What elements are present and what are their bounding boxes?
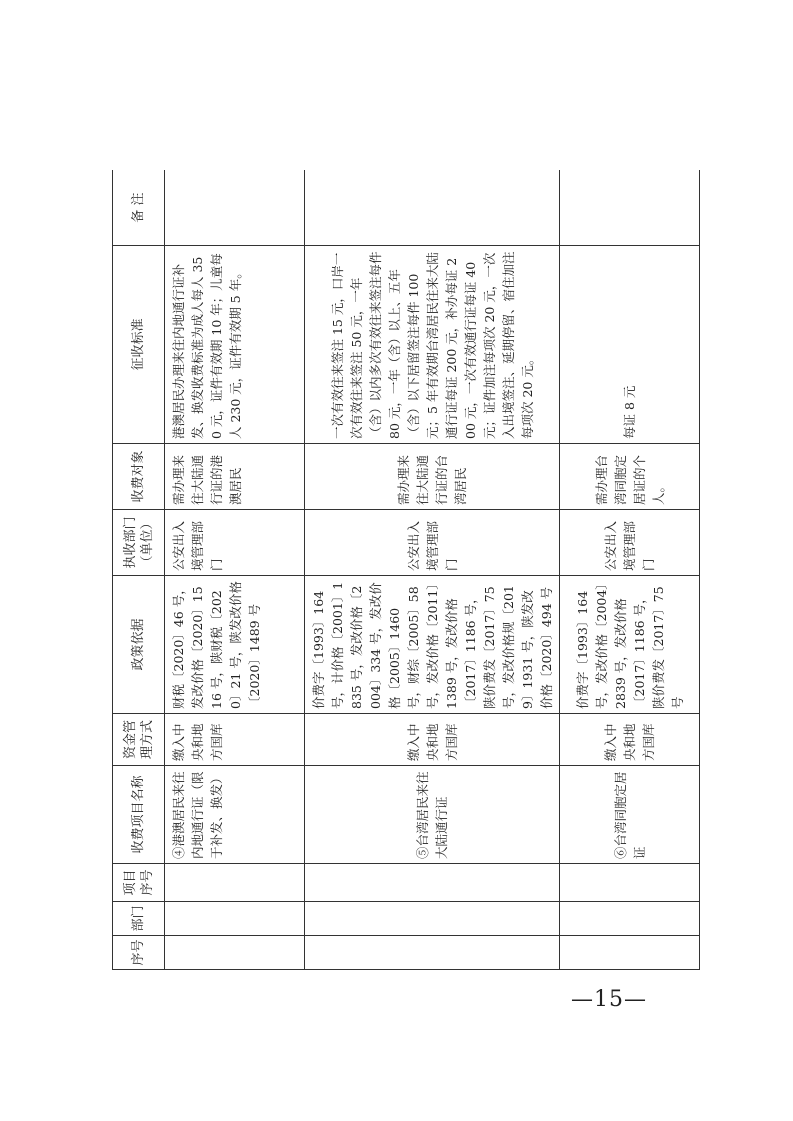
cell-seq <box>165 936 305 970</box>
table-row <box>560 170 700 970</box>
header-payer: 收费对象 <box>113 444 165 510</box>
header-collecting-unit: 执收部门（单位） <box>113 510 165 576</box>
table-header-row <box>113 170 165 970</box>
table-row <box>165 170 305 970</box>
cell-fund-mgmt: 缴入中央和地方国库 <box>165 714 305 766</box>
header-dept: 部门 <box>113 902 165 936</box>
cell-item-name: ⑥台湾同胞定居证 <box>560 766 700 864</box>
cell-collecting-unit: 公安出入境管理部门 <box>305 510 560 576</box>
cell-collecting-unit: 公安出入境管理部门 <box>560 510 700 576</box>
cell-standard: 港澳居民办理来往内地通行证补发、换发收费标准为成人每人 350 元，证件有效期 10 年；儿童每人 230 元，证件有效期 5 年。 <box>165 246 305 444</box>
cell-payer: 需办理台湾同胞定居证的个人。 <box>560 444 700 510</box>
cell-payer: 需办理来往大陆通行证的台湾居民 <box>305 444 560 510</box>
cell-dept <box>560 902 700 936</box>
cell-policy-basis: 价费字〔1993〕164 号，发改价格〔2004〕2839 号，发改价格〔2017〕1186 号，陕价费发〔2017〕75 号 <box>560 576 700 714</box>
cell-policy-basis: 价费字〔1993〕164 号，计价格〔2001〕1835 号，发改价格〔2004〕334 号，发改价格〔2005〕1460 号，财综〔2005〕58 号，发改价格〔2011〕1389 号，发改价格〔2017〕1186 号，陕价费发〔2017〕75 号，发改价格规〔2019〕1931 号，陕发改价格〔2020〕494 号 <box>305 576 560 714</box>
cell-fund-mgmt: 缴入中央和地方国库 <box>305 714 560 766</box>
cell-fund-mgmt: 缴入中央和地方国库 <box>560 714 700 766</box>
cell-standard: 每证 8 元 <box>560 246 700 444</box>
cell-standard: 一次有效往来签注 15 元，口岸一次有效往来签注 50 元，一年（含）以内多次有效往来签注每件 80 元，一年（含）以上、五年（含）以下居留签注每件 100 元；5 年有效期台湾居民往来大陆通行证每证 200 元，补办每证 200 元，一次有效通行证每证 40 元；证件加注每项次 20 元，一次入出境签注、延期停留、宿住加注每项次 20 元。 <box>305 246 560 444</box>
header-standard: 征收标准 <box>113 246 165 444</box>
fee-table-container <box>112 170 700 970</box>
cell-dept <box>165 902 305 936</box>
cell-item-seq <box>165 864 305 902</box>
cell-collecting-unit: 公安出入境管理部门 <box>165 510 305 576</box>
header-item-name: 收费项目名称 <box>113 766 165 864</box>
cell-remarks <box>560 170 700 246</box>
fee-table <box>112 170 700 970</box>
cell-item-seq <box>560 864 700 902</box>
cell-dept <box>305 902 560 936</box>
cell-policy-basis: 财税〔2020〕46 号，发改价格〔2020〕1516 号，陕财税〔2020〕21 号，陕发改价格〔2020〕1489 号 <box>165 576 305 714</box>
cell-seq <box>305 936 560 970</box>
cell-payer: 需办理来往大陆通行证的港澳居民 <box>165 444 305 510</box>
cell-item-name: ④港澳居民来往内地通行证（限于补发、换发） <box>165 766 305 864</box>
header-remarks: 备 注 <box>113 170 165 246</box>
cell-remarks <box>305 170 560 246</box>
cell-item-name: ⑤台湾居民来往大陆通行证 <box>305 766 560 864</box>
cell-item-seq <box>305 864 560 902</box>
table-row <box>305 170 560 970</box>
header-item-seq: 项目序号 <box>113 864 165 902</box>
header-policy-basis: 政策依据 <box>113 576 165 714</box>
header-fund-mgmt: 资金管理方式 <box>113 714 165 766</box>
page-number: —15— <box>571 987 647 1012</box>
cell-seq <box>560 936 700 970</box>
fee-table-rotated <box>112 170 700 970</box>
header-seq: 序号 <box>113 936 165 970</box>
cell-remarks <box>165 170 305 246</box>
